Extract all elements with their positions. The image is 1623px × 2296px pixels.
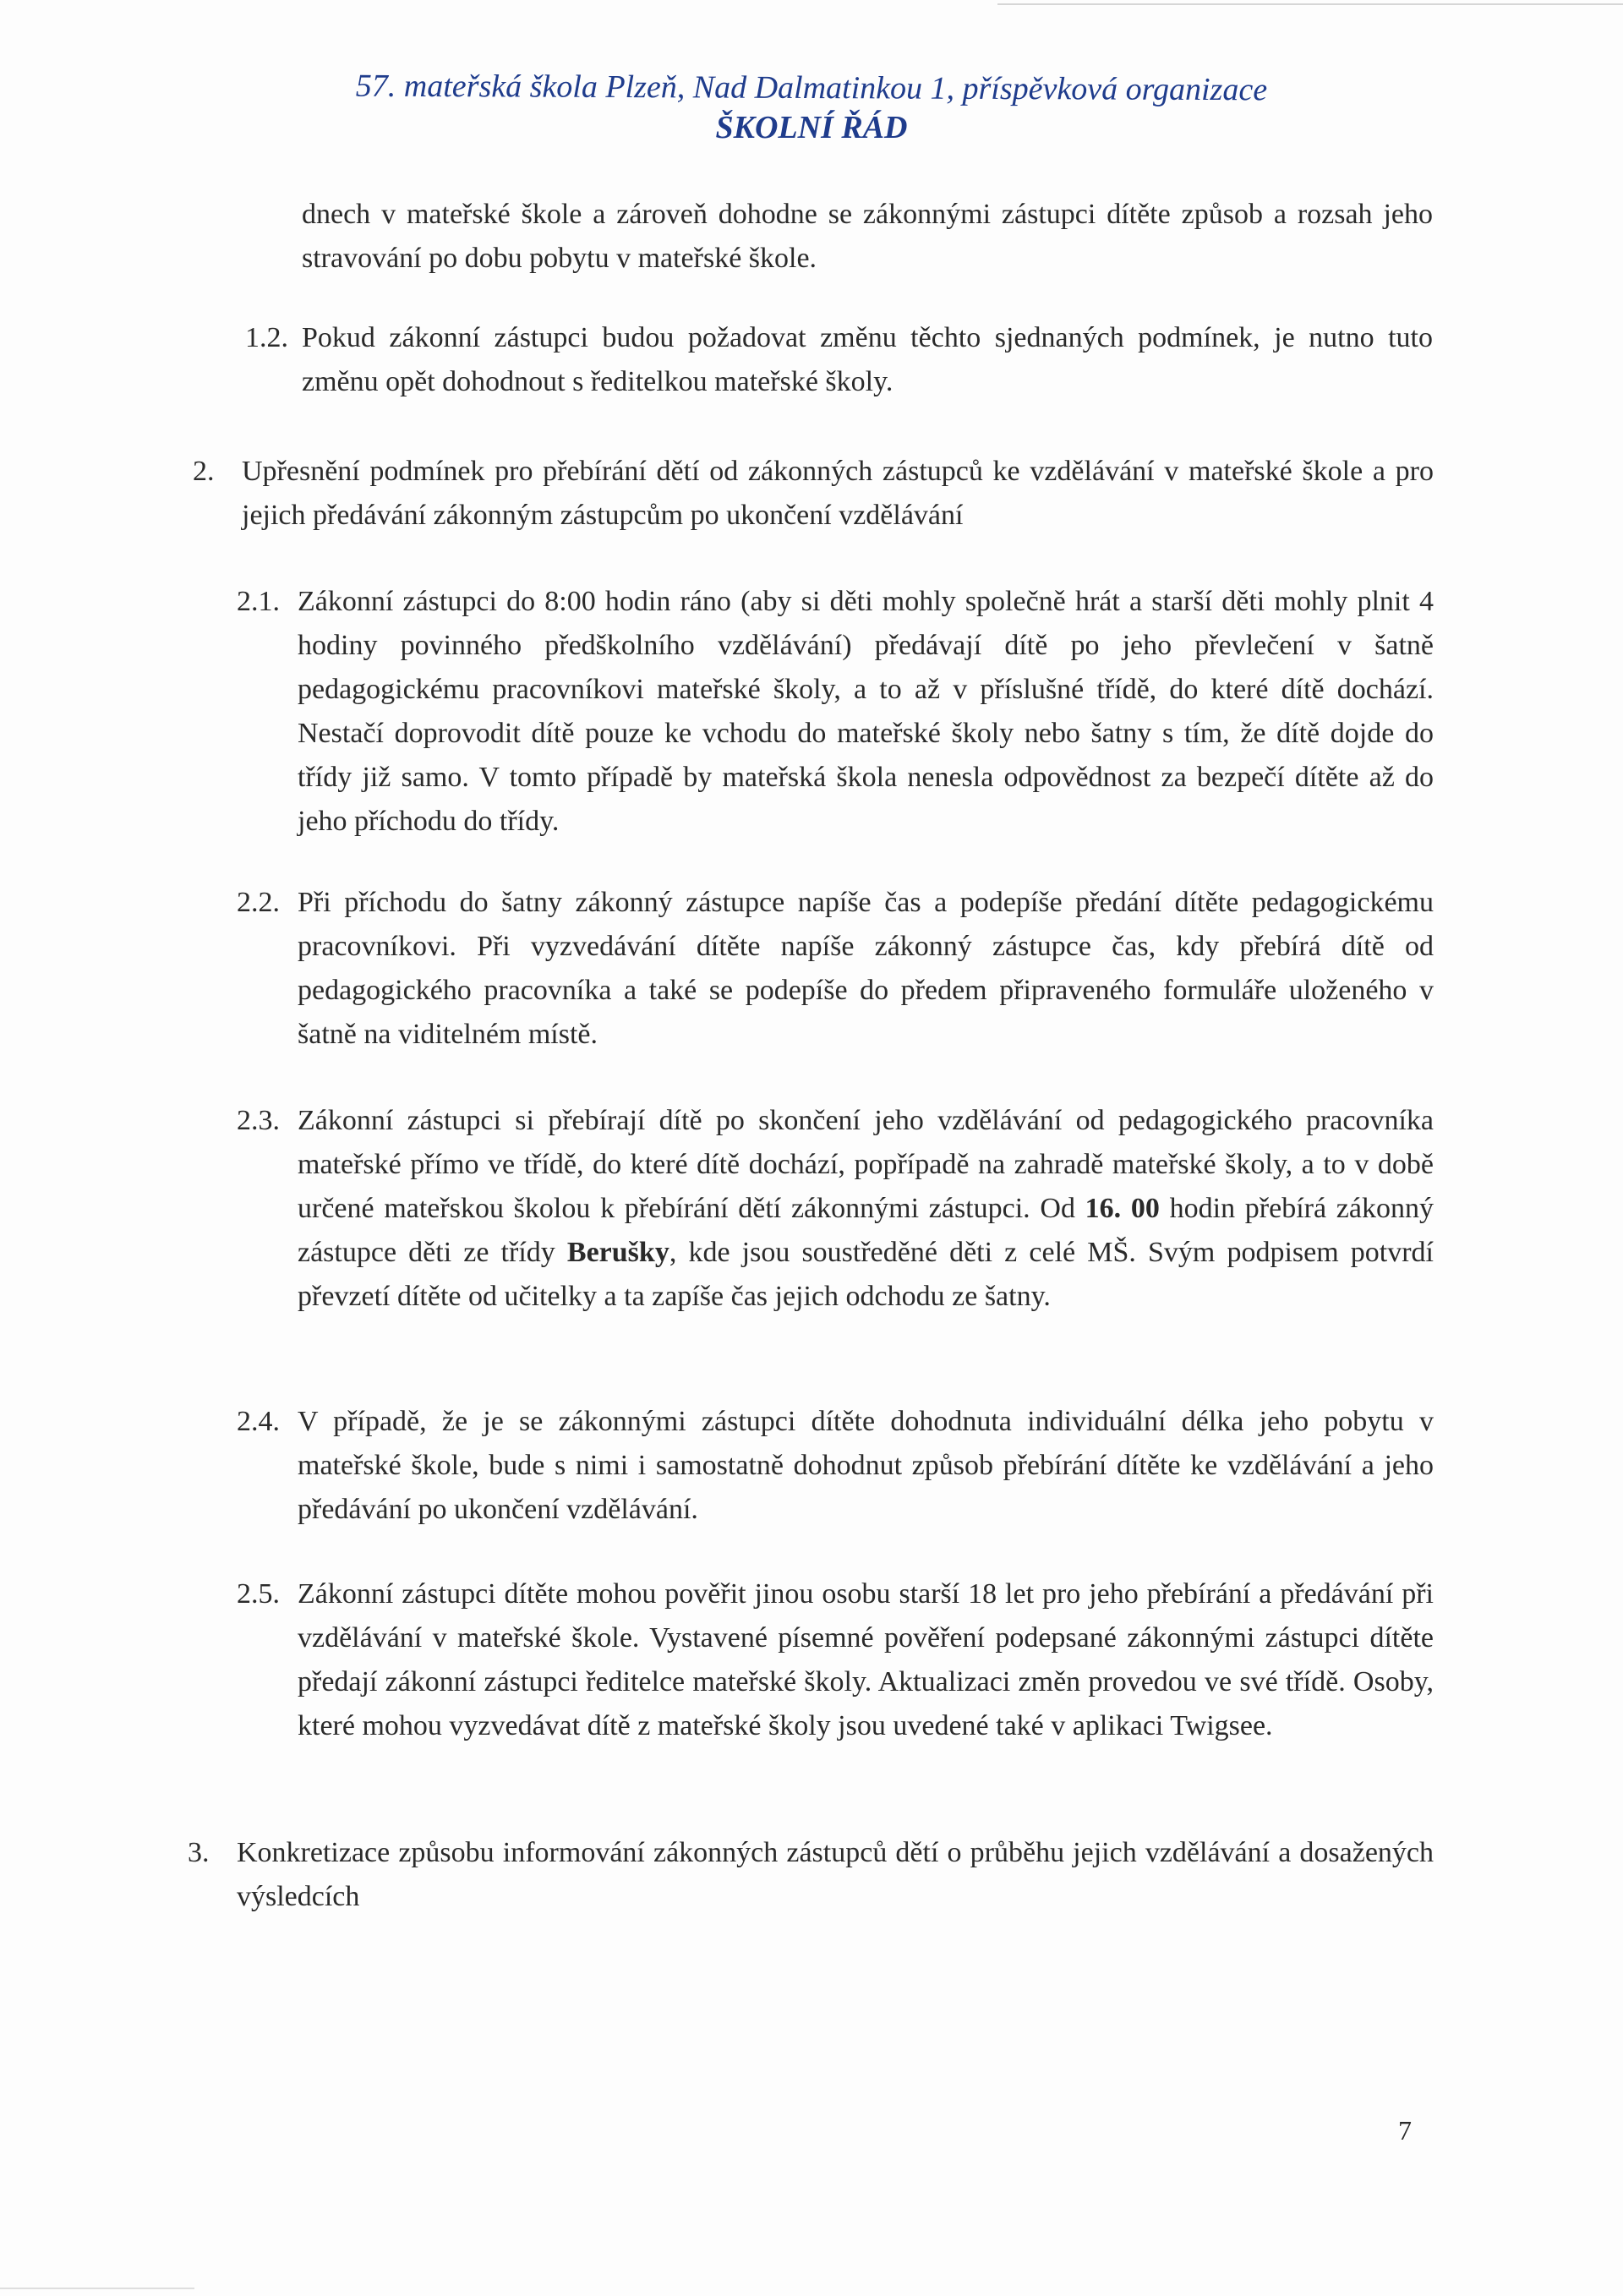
section-2-2-text: Při příchodu do šatny zákonný zástupce napíše čas a podepíše předání dítěte pedagogickému pracovníkovi. Při vyzvedávání dítěte napíše zákonný zástupce čas, kdy přebírá dítě od pedagogického pracovníka a také se podepíše do předem připraveného formuláře uloženého v šatně na viditelném místě. [298, 887, 1434, 1050]
scan-edge-line [0, 2288, 194, 2289]
section-number: 2.5. [237, 1578, 280, 1610]
section-number: 3. [188, 1837, 210, 1868]
section-number: 2.3. [237, 1105, 280, 1136]
bold-time: 16. 00 [1085, 1193, 1160, 1224]
section-2-1-text: Zákonní zástupci do 8:00 hodin ráno (aby si děti mohly společně hrát a starší děti mohly plnit 4 hodiny povinného předškolního vzdělávání) předávají dítě po jeho převlečení v šatně pedagogickému pracovníkovi mateřské školy, a to až v příslušné třídě, do které dítě dochází. Nestačí doprovodit dítě pouze ke vchodu do mateřské školy nebo šatny s tím, že dítě dojde do třídy již samo. V tomto případě by mateřská škola nenesla odpovědnost za bezpečí dítěte až do jeho příchodu do třídy. [298, 586, 1434, 837]
school-name: 57. mateřská škola Plzeň, Nad Dalmatinkou 1, příspěvková organizace [355, 68, 1268, 108]
document-title: ŠKOLNÍ ŘÁD [715, 110, 908, 145]
section-number: 2.1. [237, 586, 280, 617]
text-run: , kde jsou soustředěné děti z celé MŠ. Svým podpisem potvrdí převzetí dítěte od učitelky a ta zapíše čas jejich odchodu ze šatny. [298, 1237, 1434, 1312]
text-run: hodin přebírá zákonný zástupce děti ze třídy [298, 1193, 1434, 1268]
text-run: Zákonní zástupci si přebírají dítě po skončení jeho vzdělávání od pedagogického pracovníka mateřské přímo ve třídě, do které dítě dochází, popřípadě na zahradě mateřské školy, a to v době určené mateřskou školou k přebírání dětí zákonnými zástupci. Od [298, 1105, 1434, 1224]
scan-edge-line [997, 3, 1623, 5]
section-3-heading: Konkretizace způsobu informování zákonných zástupců dětí o průběhu jejich vzdělávání a dosažených výsledcích [237, 1837, 1434, 1912]
intro-paragraph: dnech v mateřské škole a zároveň dohodne se zákonnými zástupci dítěte způsob a rozsah jeho stravování po dobu pobytu v mateřské škole. [302, 199, 1433, 274]
bold-class-name: Berušky [566, 1237, 669, 1268]
section-2-5-text: Zákonní zástupci dítěte mohou pověřit jinou osobu starší 18 let pro jeho přebírání a předávání při vzdělávání v mateřské škole. Vystavené písemné pověření podepsané zákonnými zástupci dítěte předají zákonní zástupci ředitelce mateřské školy. Aktualizaci změn provedou ve své třídě. Osoby, které mohou vyzvedávat dítě z mateřské školy jsou uvedené také v aplikaci Twigsee. [298, 1578, 1434, 1741]
page-header [0, 68, 1623, 147]
section-2-heading: Upřesnění podmínek pro přebírání dětí od zákonných zástupců ke vzdělávání v mateřské škole a pro jejich předávání zákonným zástupcům po ukončení vzdělávání [242, 456, 1434, 531]
section-number: 2. [193, 456, 215, 487]
section-1-2-text: Pokud zákonní zástupci budou požadovat změnu těchto sjednaných podmínek, je nutno tuto změnu opět dohodnout s ředitelkou mateřské školy. [302, 322, 1433, 397]
section-number: 2.4. [237, 1406, 280, 1437]
section-2-3-text [298, 1099, 1434, 1319]
page-number: 7 [1398, 2115, 1412, 2146]
section-2-4-text: V případě, že je se zákonnými zástupci dítěte dohodnuta individuální délka jeho pobytu v mateřské škole, bude s nimi i samostatně dohodnut způsob přebírání dítěte ke vzdělávání a jeho předávání po ukončení vzdělávání. [298, 1406, 1434, 1525]
section-number: 2.2. [237, 887, 280, 918]
section-number: 1.2. [245, 322, 288, 353]
